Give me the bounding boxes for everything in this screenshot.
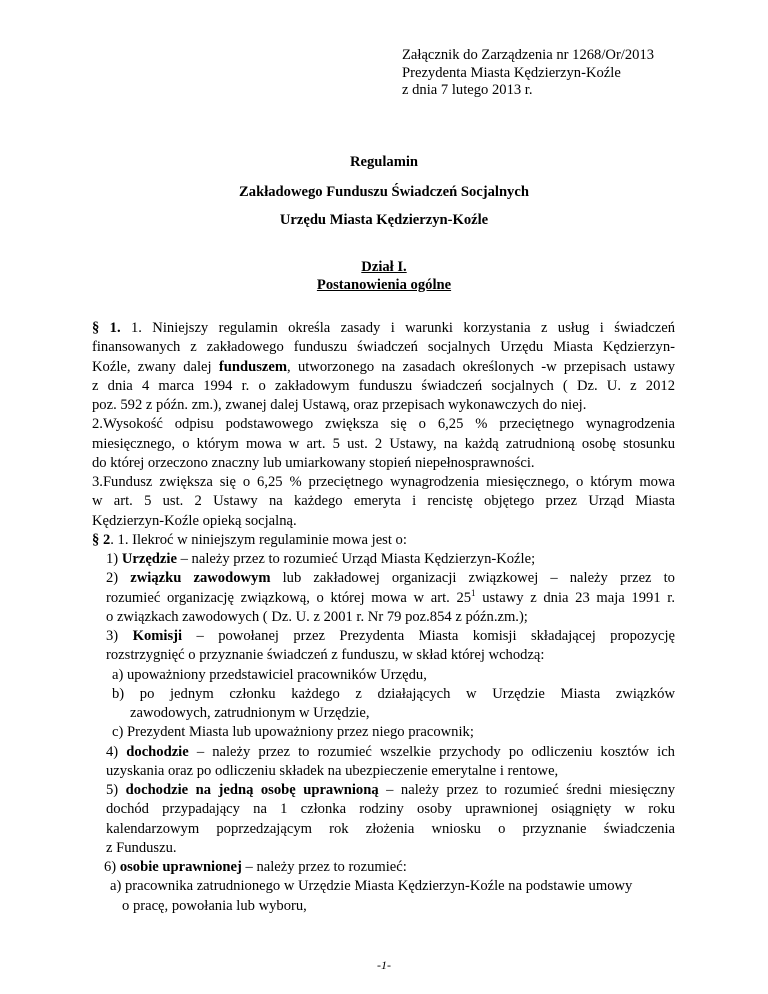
paragraph-2-intro: § 2. 1. Ilekroć w niniejszym regulaminie mowa jest o: [92,531,407,548]
komisja-item-b-cont: zawodowych, zatrudnionym w Urzędzie, [130,705,370,721]
section-title: Postanowienia ogólne [316,277,452,293]
title-fund-name: Zakładowego Funduszu Świadczeń Socjalnych [239,184,529,200]
komisja-item-b: b) po jednym członku każdego z działających w Urzędzie Miasta związków [112,685,675,702]
definition-komisja-cont: rozstrzygnięć o przyznanie świadczeń z funduszu, w skład której wchodzą: [106,647,545,664]
paragraph-1-line: w art. 5 ust. 2 Ustawy na każdego emeryta i rencistę objętego przez Urząd Miasta [92,493,675,510]
page-number: -1- [377,958,391,972]
definition-dochod-na-osobe: 5) dochodzie na jedną osobę uprawnioną – należy przez to rozumieć średni miesięczny [106,782,675,798]
komisja-item-c: c) Prezydent Miasta lub upoważniony przez niego pracownik; [112,724,474,741]
paragraph-1-line: poz. 592 z późn. zm.), zwanej dalej Ustawą, oraz przepisach wykonawczych do niej. [92,397,587,413]
paragraph-1-line: 2.Wysokość odpisu podstawowego zwiększa się o 6,25 % przeciętnego wynagrodzenia [92,416,675,433]
paragraph-2-mark: § 2 [92,531,111,548]
definition-dochod-na-osobe-cont: kalendarzowym poprzedzającym rok złożenia wniosku o przyznanie świadczenia [106,820,675,837]
paragraph-1-mark: § 1. [92,320,121,336]
paragraph-1-line: Koźle, zwany dalej funduszem, utworzonego na zasadach określonych -w przepisach ustawy [92,358,675,375]
paragraph-1-line: z dnia 4 marca 1994 r. o zakładowym funduszu świadczeń socjalnych ( Dz. U. z 2012 [92,377,675,394]
term-funduszem: funduszem [218,358,288,375]
definition-osoba-uprawniona: 6) osobie uprawnionej – należy przez to rozumieć: [104,859,407,875]
definition-komisja: 3) Komisji – powołanej przez Prezydenta Miasta komisji składającej propozycję [106,628,676,644]
paragraph-1-line: finansowanych z zakładowego funduszu świadczeń socjalnych Urzędu Miasta Kędzierzyn- [92,339,675,356]
definition-dochod-cont: uzyskania oraz po odliczeniu składek na ubezpieczenie emerytalne i rentowe, [106,762,559,779]
paragraph-1-line: § 1. 1. Niniejszy regulamin określa zasady i warunki korzystania z usług i świadczeń [92,320,675,336]
osoba-uprawniona-item-a: a) pracownika zatrudnionego w Urzędzie Miasta Kędzierzyn-Koźle na podstawie umowy [110,878,633,895]
paragraph-1-line: miesięcznego, o którym mowa w art. 5 ust. 2 Ustawy, na każdą zatrudnioną osobę stosunku [92,435,675,452]
osoba-uprawniona-item-a-cont: o pracę, powołania lub wyboru, [122,897,307,914]
definition-dochod: 4) dochodzie – należy przez to rozumieć wszelkie przychody po odliczeniu kosztów ich [106,743,675,760]
annex-line-1: Załącznik do Zarządzenia nr 1268/Or/2013 [402,47,655,63]
section-number: Dział I. [361,259,407,275]
definition-dochod-na-osobe-cont: z Funduszu. [106,839,177,856]
title-regulamin: Regulamin [349,154,419,170]
komisja-item-a: a) upoważniony przedstawiciel pracowników Urzędu, [112,666,427,683]
definition-zwiazek-cont: o związkach zawodowych ( Dz. U. z 2001 r. Nr 79 poz.854 z późn.zm.); [106,608,528,625]
annex-header [402,47,654,100]
definition-urzad: 1) Urzędzie – należy przez to rozumieć Urząd Miasta Kędzierzyn-Koźle; [106,551,536,567]
annex-line-3: z dnia 7 lutego 2013 r. [402,82,533,98]
paragraph-1-line: 3.Fundusz zwiększa się o 6,25 % przeciętnego wynagrodzenia miesięcznego, o którym mowa [92,474,675,490]
annex-line-2: Prezydenta Miasta Kędzierzyn-Koźle [402,64,621,81]
document-body [92,319,675,916]
definition-zwiazek-cont: rozumieć organizację związkową, o której mowa w art. $25^1$ ustawy z dnia 23 maja 1991 r. [106,587,675,606]
definition-dochod-na-osobe-cont: dochód przypadający na 1 członka rodziny osoby uprawnionej osiągnięty w roku [106,801,675,818]
definition-zwiazek: 2) związku zawodowym lub zakładowej organizacji związkowej – należy przez to [106,570,675,587]
paragraph-1-line: Kędzierzyn-Koźle opieką socjalną. [92,512,297,529]
title-office-name: Urzędu Miasta Kędzierzyn-Koźle [279,212,489,228]
paragraph-1-line: do której orzeczono znaczny lub umiarkowany stopień niepełnosprawności. [92,454,535,471]
